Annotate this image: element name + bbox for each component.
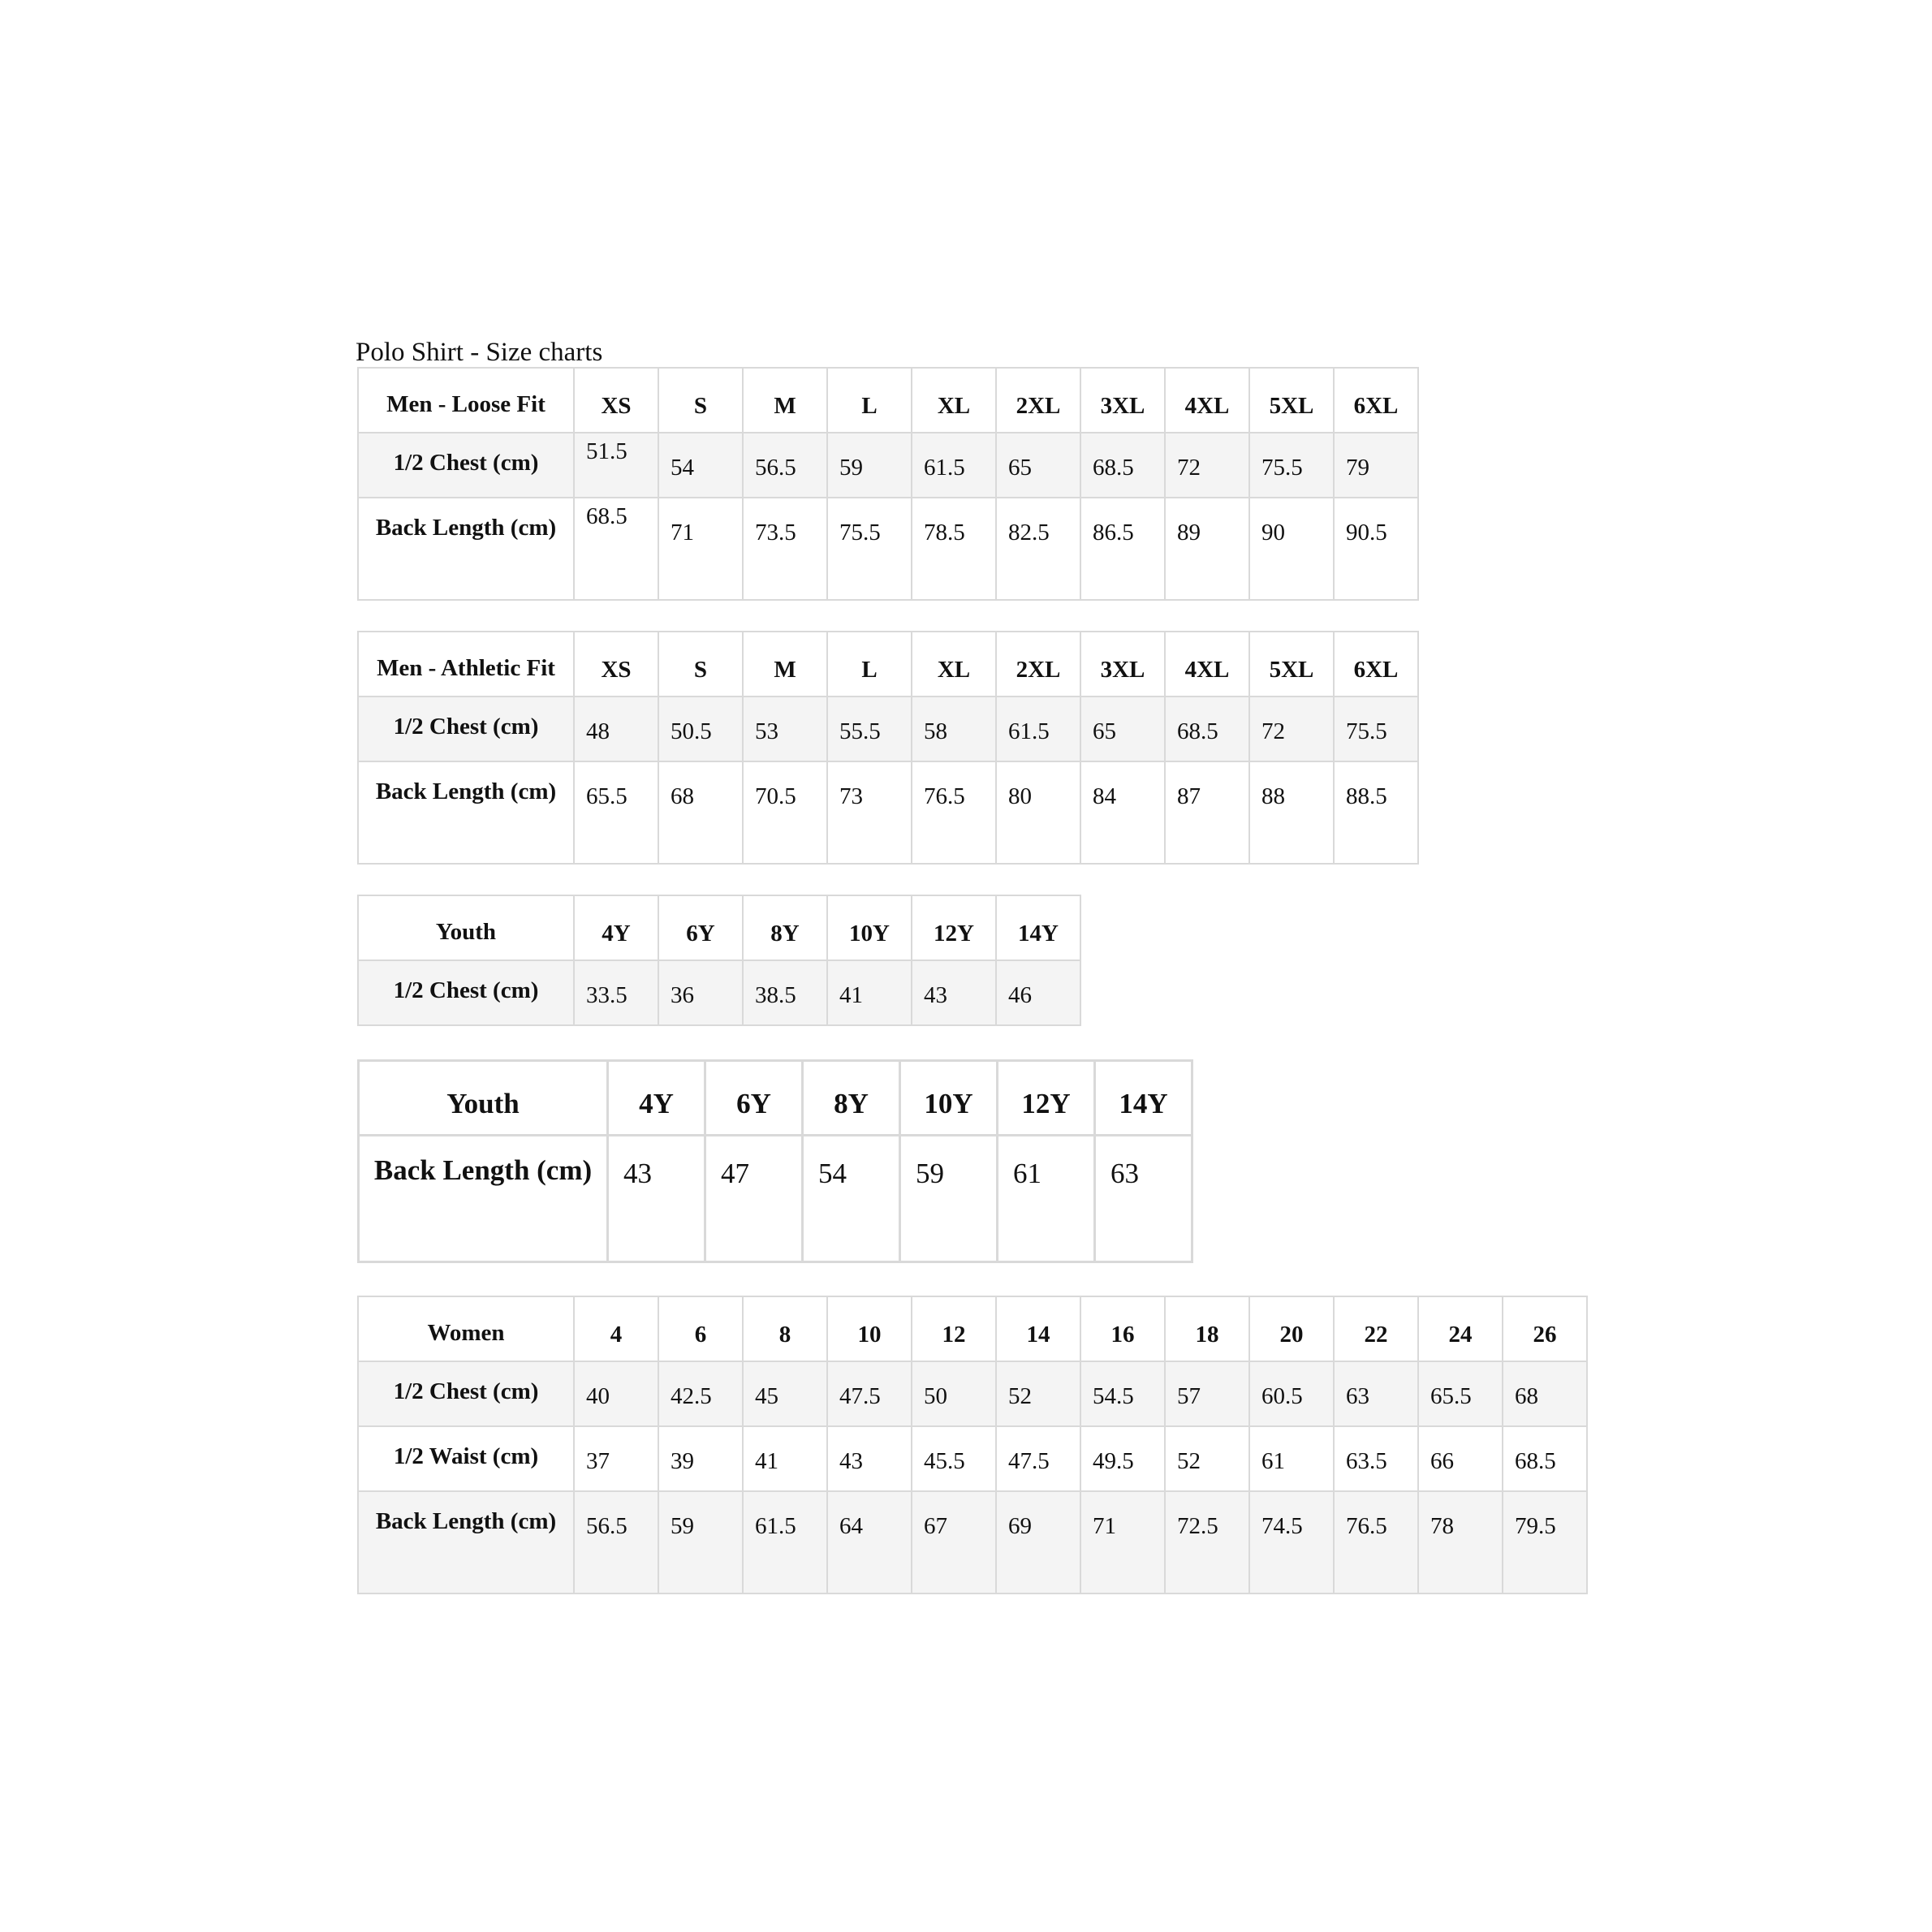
table-cell: 66 bbox=[1418, 1426, 1503, 1491]
table-row bbox=[359, 1136, 1192, 1262]
table-cell: 43 bbox=[608, 1136, 705, 1262]
table-cell: 68.5 bbox=[1165, 696, 1249, 761]
size-header: 5XL bbox=[1249, 368, 1334, 433]
table-cell: 75.5 bbox=[827, 498, 912, 600]
size-header: XL bbox=[912, 368, 996, 433]
table-cell: 71 bbox=[1080, 1491, 1165, 1593]
men-athletic-fit-table bbox=[357, 631, 1419, 865]
table-cell: 58 bbox=[912, 696, 996, 761]
table-cell: 50.5 bbox=[658, 696, 743, 761]
table-cell: 63.5 bbox=[1334, 1426, 1418, 1491]
table-cell: 47 bbox=[705, 1136, 803, 1262]
table-cell: 88.5 bbox=[1334, 761, 1418, 864]
table-cell: 60.5 bbox=[1249, 1361, 1334, 1426]
table-row bbox=[358, 1491, 1587, 1593]
table-cell: 43 bbox=[827, 1426, 912, 1491]
size-header: XS bbox=[574, 368, 658, 433]
table-cell: 73 bbox=[827, 761, 912, 864]
size-header: 2XL bbox=[996, 632, 1080, 696]
table-cell: 49.5 bbox=[1080, 1426, 1165, 1491]
table-cell: 64 bbox=[827, 1491, 912, 1593]
table-cell: 78.5 bbox=[912, 498, 996, 600]
table-cell: 48 bbox=[574, 696, 658, 761]
table-cell: 82.5 bbox=[996, 498, 1080, 600]
size-header: 4Y bbox=[608, 1061, 705, 1136]
table-cell: 61.5 bbox=[743, 1491, 827, 1593]
size-header: 12 bbox=[912, 1296, 996, 1361]
size-header: L bbox=[827, 632, 912, 696]
size-header: 14 bbox=[996, 1296, 1080, 1361]
table-cell: 72 bbox=[1249, 696, 1334, 761]
size-header: 12Y bbox=[998, 1061, 1095, 1136]
table-cell: 41 bbox=[827, 960, 912, 1025]
table-cell: 45 bbox=[743, 1361, 827, 1426]
size-header: S bbox=[658, 632, 743, 696]
table-cell: 68.5 bbox=[574, 498, 658, 600]
table-cell: 45.5 bbox=[912, 1426, 996, 1491]
size-header: 8Y bbox=[743, 895, 827, 960]
size-header: 4Y bbox=[574, 895, 658, 960]
size-header: 8 bbox=[743, 1296, 827, 1361]
table-header-row bbox=[358, 368, 1418, 433]
row-label: 1/2 Chest (cm) bbox=[358, 696, 574, 761]
size-header: 4 bbox=[574, 1296, 658, 1361]
size-header: 6Y bbox=[705, 1061, 803, 1136]
table-cell: 76.5 bbox=[1334, 1491, 1418, 1593]
size-header: M bbox=[743, 368, 827, 433]
size-header: 18 bbox=[1165, 1296, 1249, 1361]
women-table bbox=[357, 1296, 1588, 1594]
size-header: 10Y bbox=[827, 895, 912, 960]
table-row bbox=[358, 498, 1418, 600]
table-cell: 80 bbox=[996, 761, 1080, 864]
table-cell: 68.5 bbox=[1503, 1426, 1587, 1491]
table-cell: 56.5 bbox=[574, 1491, 658, 1593]
table-cell: 52 bbox=[996, 1361, 1080, 1426]
table-cell: 75.5 bbox=[1334, 696, 1418, 761]
size-header: XL bbox=[912, 632, 996, 696]
table-row bbox=[358, 1426, 1587, 1491]
youth-chest-table bbox=[357, 895, 1081, 1026]
table-cell: 65.5 bbox=[574, 761, 658, 864]
size-header: 4XL bbox=[1165, 632, 1249, 696]
table-cell: 47.5 bbox=[996, 1426, 1080, 1491]
table-cell: 70.5 bbox=[743, 761, 827, 864]
table-cell: 79.5 bbox=[1503, 1491, 1587, 1593]
table-header-label: Men - Loose Fit bbox=[358, 368, 574, 433]
table-cell: 63 bbox=[1334, 1361, 1418, 1426]
table-header-label: Youth bbox=[358, 895, 574, 960]
size-header: 3XL bbox=[1080, 368, 1165, 433]
size-header: 6Y bbox=[658, 895, 743, 960]
size-header: 2XL bbox=[996, 368, 1080, 433]
table-cell: 36 bbox=[658, 960, 743, 1025]
table-cell: 33.5 bbox=[574, 960, 658, 1025]
size-header: 12Y bbox=[912, 895, 996, 960]
table-cell: 87 bbox=[1165, 761, 1249, 864]
size-header: 10 bbox=[827, 1296, 912, 1361]
table-cell: 38.5 bbox=[743, 960, 827, 1025]
table-header-row bbox=[358, 632, 1418, 696]
table-cell: 46 bbox=[996, 960, 1080, 1025]
size-header: XS bbox=[574, 632, 658, 696]
table-row bbox=[358, 761, 1418, 864]
table-cell: 84 bbox=[1080, 761, 1165, 864]
table-cell: 56.5 bbox=[743, 433, 827, 498]
table-cell: 61.5 bbox=[912, 433, 996, 498]
table-cell: 86.5 bbox=[1080, 498, 1165, 600]
table-cell: 65 bbox=[996, 433, 1080, 498]
table-cell: 59 bbox=[658, 1491, 743, 1593]
page-title: Polo Shirt - Size charts bbox=[356, 338, 603, 367]
table-cell: 75.5 bbox=[1249, 433, 1334, 498]
size-header: M bbox=[743, 632, 827, 696]
table-row bbox=[358, 433, 1418, 498]
table-cell: 74.5 bbox=[1249, 1491, 1334, 1593]
table-cell: 41 bbox=[743, 1426, 827, 1491]
row-label: Back Length (cm) bbox=[358, 1491, 574, 1593]
size-header: 10Y bbox=[900, 1061, 998, 1136]
table-header-row bbox=[358, 1296, 1587, 1361]
table-cell: 47.5 bbox=[827, 1361, 912, 1426]
table-cell: 88 bbox=[1249, 761, 1334, 864]
size-header: 6 bbox=[658, 1296, 743, 1361]
table-cell: 61 bbox=[1249, 1426, 1334, 1491]
table-row bbox=[358, 1361, 1587, 1426]
table-header-label: Men - Athletic Fit bbox=[358, 632, 574, 696]
table-cell: 43 bbox=[912, 960, 996, 1025]
table-cell: 89 bbox=[1165, 498, 1249, 600]
size-header: 14Y bbox=[1095, 1061, 1192, 1136]
table-cell: 69 bbox=[996, 1491, 1080, 1593]
table-header-row bbox=[359, 1061, 1192, 1136]
table-cell: 40 bbox=[574, 1361, 658, 1426]
table-row bbox=[358, 696, 1418, 761]
table-cell: 37 bbox=[574, 1426, 658, 1491]
size-header: 5XL bbox=[1249, 632, 1334, 696]
size-header: 22 bbox=[1334, 1296, 1418, 1361]
table-cell: 68 bbox=[1503, 1361, 1587, 1426]
size-header: 8Y bbox=[803, 1061, 900, 1136]
table-cell: 52 bbox=[1165, 1426, 1249, 1491]
row-label: 1/2 Chest (cm) bbox=[358, 960, 574, 1025]
table-cell: 54 bbox=[658, 433, 743, 498]
size-header: 3XL bbox=[1080, 632, 1165, 696]
table-cell: 59 bbox=[827, 433, 912, 498]
table-header-row bbox=[358, 895, 1080, 960]
table-header-label: Women bbox=[358, 1296, 574, 1361]
table-cell: 90.5 bbox=[1334, 498, 1418, 600]
size-header: 4XL bbox=[1165, 368, 1249, 433]
table-cell: 65 bbox=[1080, 696, 1165, 761]
row-label: 1/2 Waist (cm) bbox=[358, 1426, 574, 1491]
table-cell: 71 bbox=[658, 498, 743, 600]
table-cell: 53 bbox=[743, 696, 827, 761]
row-label: Back Length (cm) bbox=[359, 1136, 608, 1262]
table-cell: 67 bbox=[912, 1491, 996, 1593]
size-header: 14Y bbox=[996, 895, 1080, 960]
table-cell: 51.5 bbox=[574, 433, 658, 498]
table-cell: 59 bbox=[900, 1136, 998, 1262]
table-cell: 61 bbox=[998, 1136, 1095, 1262]
table-cell: 72.5 bbox=[1165, 1491, 1249, 1593]
youth-back-length-table bbox=[357, 1059, 1193, 1263]
table-cell: 79 bbox=[1334, 433, 1418, 498]
table-cell: 42.5 bbox=[658, 1361, 743, 1426]
table-cell: 90 bbox=[1249, 498, 1334, 600]
row-label: 1/2 Chest (cm) bbox=[358, 1361, 574, 1426]
row-label: Back Length (cm) bbox=[358, 498, 574, 600]
table-cell: 68 bbox=[658, 761, 743, 864]
size-header: 24 bbox=[1418, 1296, 1503, 1361]
table-cell: 68.5 bbox=[1080, 433, 1165, 498]
table-row bbox=[358, 960, 1080, 1025]
size-header: 16 bbox=[1080, 1296, 1165, 1361]
row-label: 1/2 Chest (cm) bbox=[358, 433, 574, 498]
size-header: S bbox=[658, 368, 743, 433]
size-header: 6XL bbox=[1334, 632, 1418, 696]
table-cell: 61.5 bbox=[996, 696, 1080, 761]
men-loose-fit-table bbox=[357, 367, 1419, 601]
table-cell: 55.5 bbox=[827, 696, 912, 761]
size-header: 26 bbox=[1503, 1296, 1587, 1361]
table-cell: 76.5 bbox=[912, 761, 996, 864]
row-label: Back Length (cm) bbox=[358, 761, 574, 864]
table-cell: 39 bbox=[658, 1426, 743, 1491]
table-header-label: Youth bbox=[359, 1061, 608, 1136]
size-header: L bbox=[827, 368, 912, 433]
table-cell: 50 bbox=[912, 1361, 996, 1426]
table-cell: 57 bbox=[1165, 1361, 1249, 1426]
table-cell: 78 bbox=[1418, 1491, 1503, 1593]
table-cell: 54 bbox=[803, 1136, 900, 1262]
table-cell: 72 bbox=[1165, 433, 1249, 498]
size-header: 20 bbox=[1249, 1296, 1334, 1361]
table-cell: 65.5 bbox=[1418, 1361, 1503, 1426]
size-header: 6XL bbox=[1334, 368, 1418, 433]
table-cell: 63 bbox=[1095, 1136, 1192, 1262]
table-cell: 73.5 bbox=[743, 498, 827, 600]
table-cell: 54.5 bbox=[1080, 1361, 1165, 1426]
